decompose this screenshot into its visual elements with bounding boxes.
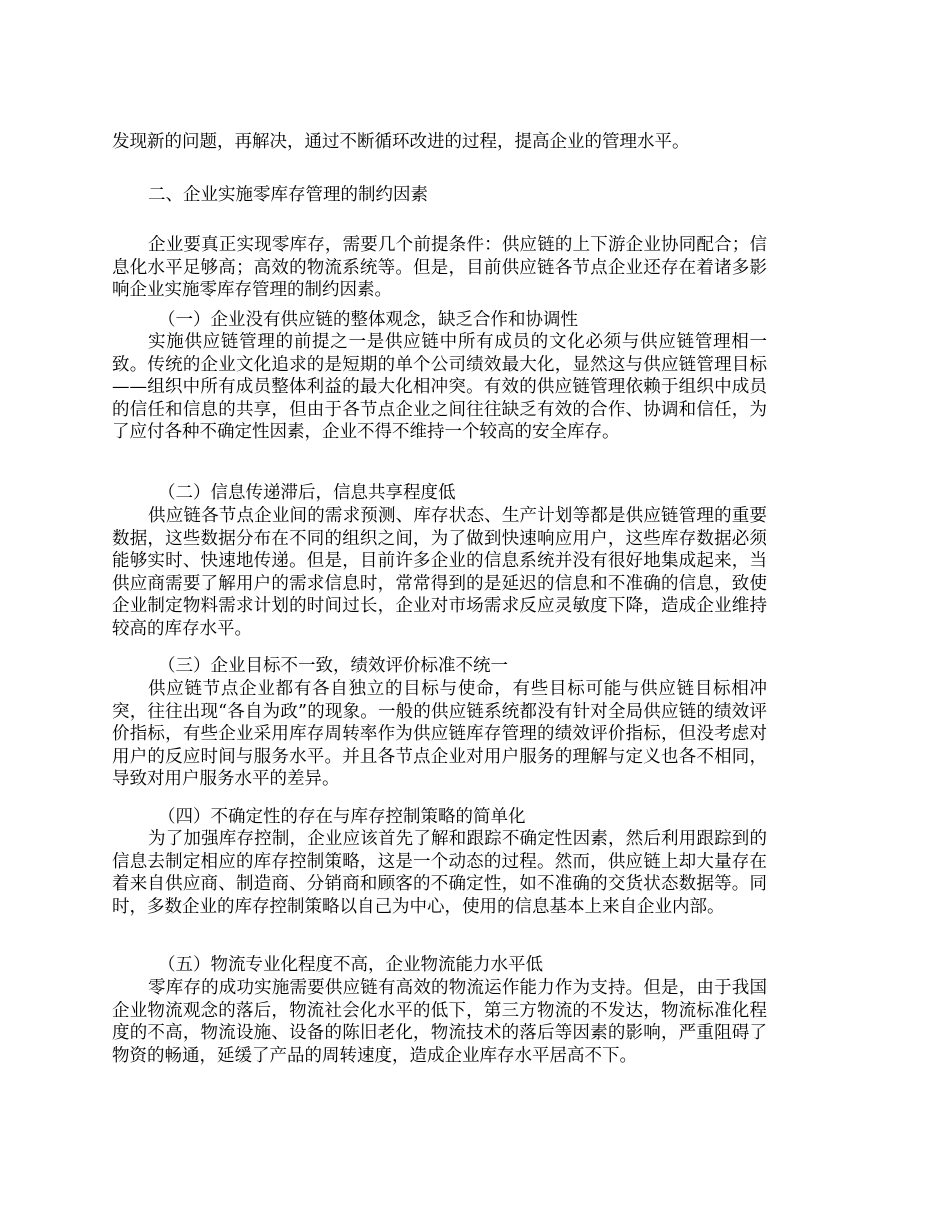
- subheading-1: （一）企业没有供应链的整体观念，缺乏合作和协调性: [158, 310, 578, 330]
- paragraph-4: 为了加强库存控制，企业应该首先了解和跟踪不确定性因素，然后利用跟踪到的信息去制定相应的库存控制策略，这是一个动态的过程。然而，供应链上却大量存在着来自供应商、制造商、分销商和顾客的不确定性，如不准确的交货状态数据等。同时，多数企业的库存控制策略以自己为中心，使用的信息基本上来自企业内部。: [112, 829, 767, 917]
- paragraph-continuation: 发现新的问题，再解决，通过不断循环改进的过程，提高企业的管理水平。: [112, 132, 690, 152]
- subheading-3: （三）企业目标不一致，绩效评价标准不统一: [158, 656, 508, 676]
- subheading-5: （五）物流专业化程度不高，企业物流能力水平低: [158, 955, 543, 975]
- subheading-2: （二）信息传递滞后，信息共享程度低: [158, 483, 456, 503]
- paragraph-3: 供应链节点企业都有各自独立的目标与使命，有些目标可能与供应链目标相冲突，往往出现“各自为政”的现象。一般的供应链系统都没有针对全局供应链的绩效评价指标，有些企业采用库存周转率作为供应链库存管理的绩效评价指标，但没考虑对用户的反应时间与服务水平。并且各节点企业对用户服务的理解与定义也各不相同，导致对用户服务水平的差异。: [112, 679, 767, 789]
- subheading-4: （四）不确定性的存在与库存控制策略的简单化: [158, 807, 526, 827]
- paragraph-1: 实施供应链管理的前提之一是供应链中所有成员的文化必须与供应链管理相一致。传统的企业文化追求的是短期的单个公司绩效最大化，显然这与供应链管理目标——组织中所有成员整体利益的最大化相冲突。有效的供应链管理依赖于组织中成员的信任和信息的共享，但由于各节点企业之间往往缺乏有效的合作、协调和信任，为了应付各种不确定性因素，企业不得不维持一个较高的安全库存。: [112, 332, 767, 442]
- paragraph-intro: 企业要真正实现零库存，需要几个前提条件：供应链的上下游企业协同配合；信息化水平足够高；高效的物流系统等。但是，目前供应链各节点企业还存在着诸多影响企业实施零库存管理的制约因素。: [112, 235, 767, 300]
- paragraph-2: 供应链各节点企业间的需求预测、库存状态、生产计划等都是供应链管理的重要数据，这些数据分布在不同的组织之间，为了做到快速响应用户，这些库存数据必须能够实时、快速地传递。但是，目前许多企业的信息系统并没有很好地集成起来，当供应商需要了解用户的需求信息时，常常得到的是延迟的信息和不准确的信息，致使企业制定物料需求计划的时间过长，企业对市场需求反应灵敏度下降，造成企业维持较高的库存水平。: [112, 506, 767, 639]
- section-heading: 二、企业实施零库存管理的制约因素: [148, 185, 428, 205]
- paragraph-5: 零库存的成功实施需要供应链有高效的物流运作能力作为支持。但是，由于我国企业物流观念的落后，物流社会化水平的低下，第三方物流的不发达，物流标准化程度的不高，物流设施、设备的陈旧老化，物流技术的落后等因素的影响，严重阻碍了物资的畅通，延缓了产品的周转速度，造成企业库存水平居高不下。: [112, 978, 767, 1066]
